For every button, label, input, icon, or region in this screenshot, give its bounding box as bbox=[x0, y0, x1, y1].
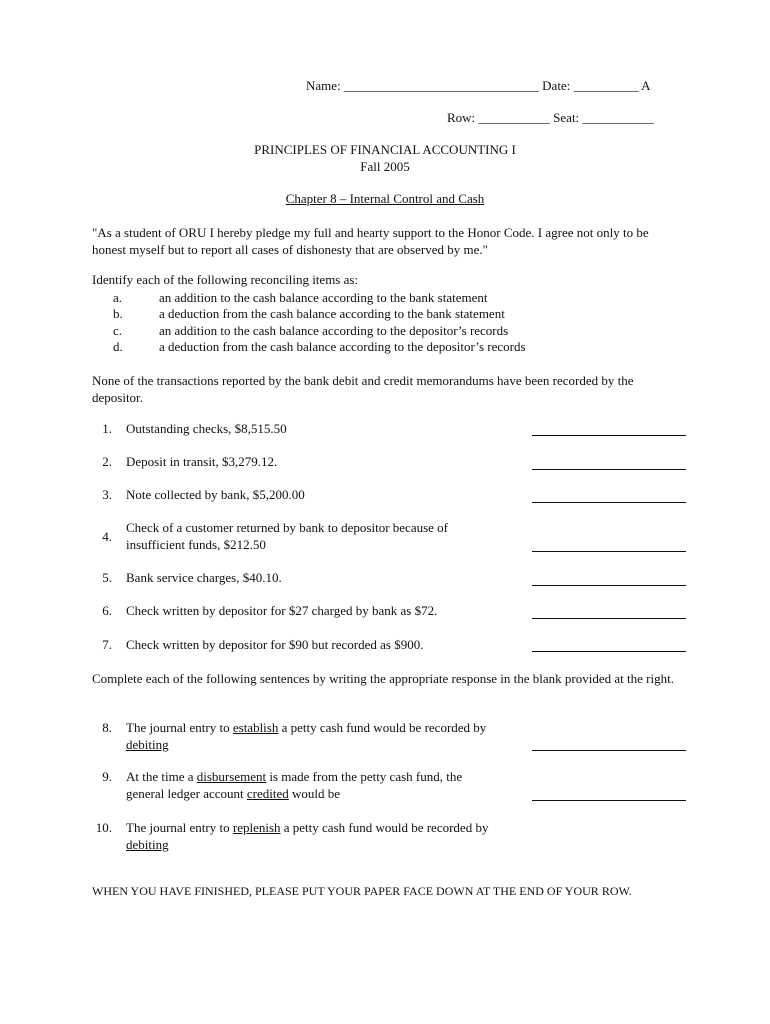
answer-blank[interactable] bbox=[532, 435, 686, 436]
honor-pledge: "As a student of ORU I hereby pledge my full and hearty support to the Honor Code. I agree not only to be honest myself but to report all cases of dishonesty that are observed by me." bbox=[92, 225, 649, 257]
item-text: Note collected by bank, $5,200.00 bbox=[126, 487, 305, 502]
name-blank[interactable]: ______________________________ bbox=[343, 78, 539, 93]
term: Fall 2005 bbox=[360, 159, 410, 174]
keyword: disbursement bbox=[196, 769, 267, 784]
sentence-text: The journal entry to establish a petty cash fund would be recorded by debiting bbox=[126, 720, 487, 752]
item-number: 8. bbox=[102, 720, 112, 735]
item-number: 5. bbox=[102, 570, 112, 585]
keyword: debiting bbox=[126, 836, 169, 852]
item-text-line: Check of a customer returned by bank to depositor because of bbox=[126, 520, 449, 535]
option-text: an addition to the cash balance according to the bank statement bbox=[159, 290, 488, 305]
answer-blank[interactable] bbox=[532, 651, 686, 652]
keyword: credited bbox=[246, 785, 289, 801]
sentence-text: The journal entry to replenish a petty cash fund would be recorded by debiting bbox=[126, 820, 489, 852]
item-number: 6. bbox=[102, 603, 112, 618]
section2-instructions: Complete each of the following sentences by writing the appropriate response in the blank provided at the right. bbox=[92, 671, 674, 686]
option-letter: b. bbox=[113, 306, 123, 321]
item-text: Check written by depositor for $27 charged by bank as $72. bbox=[126, 603, 438, 618]
item-text: Outstanding checks, $8,515.50 bbox=[126, 421, 287, 436]
answer-blank[interactable] bbox=[532, 502, 686, 503]
item-number: 1. bbox=[102, 421, 112, 436]
option-letter: d. bbox=[113, 339, 123, 354]
date-blank[interactable]: __________ bbox=[573, 78, 639, 93]
row-seat-field[interactable] bbox=[447, 110, 654, 126]
course-title: PRINCIPLES OF FINANCIAL ACCOUNTING I bbox=[254, 142, 516, 157]
section1-instructions: None of the transactions reported by the bank debit and credit memorandums have been recorded by the depositor. bbox=[92, 373, 634, 405]
chapter-title: Chapter 8 – Internal Control and Cash bbox=[285, 191, 485, 206]
answer-blank[interactable] bbox=[532, 800, 686, 801]
item-text: Deposit in transit, $3,279.12. bbox=[126, 454, 278, 469]
footer-instructions: WHEN YOU HAVE FINISHED, PLEASE PUT YOUR PAPER FACE DOWN AT THE END OF YOUR ROW. bbox=[92, 884, 632, 898]
option-letter: a. bbox=[113, 290, 123, 305]
option-letter: c. bbox=[113, 323, 123, 338]
date-label: Date: bbox=[542, 78, 571, 93]
option-text: an addition to the cash balance according to the depositor’s records bbox=[159, 323, 509, 338]
seat-blank[interactable]: ___________ bbox=[582, 110, 654, 125]
option-text: a deduction from the cash balance according to the bank statement bbox=[159, 306, 505, 321]
item-text bbox=[126, 520, 448, 553]
item-number: 2. bbox=[102, 454, 112, 469]
sentence-text: At the time a disbursement is made from the petty cash fund, the general ledger account credited would be bbox=[126, 769, 463, 801]
identify-intro: Identify each of the following reconciling items as: bbox=[92, 272, 359, 287]
item-number: 7. bbox=[102, 637, 112, 652]
answer-blank[interactable] bbox=[532, 551, 686, 552]
row-label: Row: bbox=[447, 110, 476, 125]
name-label: Name: bbox=[306, 78, 341, 93]
item-number: 9. bbox=[102, 769, 112, 784]
name-field[interactable] bbox=[306, 78, 651, 94]
item-text-line: insufficient funds, $212.50 bbox=[126, 536, 266, 552]
answer-blank[interactable] bbox=[532, 585, 686, 586]
item-text: Bank service charges, $40.10. bbox=[126, 570, 282, 585]
keyword: replenish bbox=[232, 820, 281, 835]
answer-blank[interactable] bbox=[532, 469, 686, 470]
answer-blank[interactable] bbox=[532, 618, 686, 619]
test-version: A bbox=[641, 78, 651, 93]
item-number: 4. bbox=[102, 529, 112, 544]
seat-label: Seat: bbox=[553, 110, 580, 125]
item-text: Check written by depositor for $90 but recorded as $900. bbox=[126, 637, 424, 652]
keyword: debiting bbox=[126, 736, 169, 752]
item-number: 10. bbox=[95, 820, 112, 835]
keyword: establish bbox=[232, 720, 279, 735]
item-number: 3. bbox=[102, 487, 112, 502]
option-text: a deduction from the cash balance according to the depositor’s records bbox=[159, 339, 526, 354]
row-blank[interactable]: ___________ bbox=[478, 110, 550, 125]
answer-blank[interactable] bbox=[532, 750, 686, 751]
